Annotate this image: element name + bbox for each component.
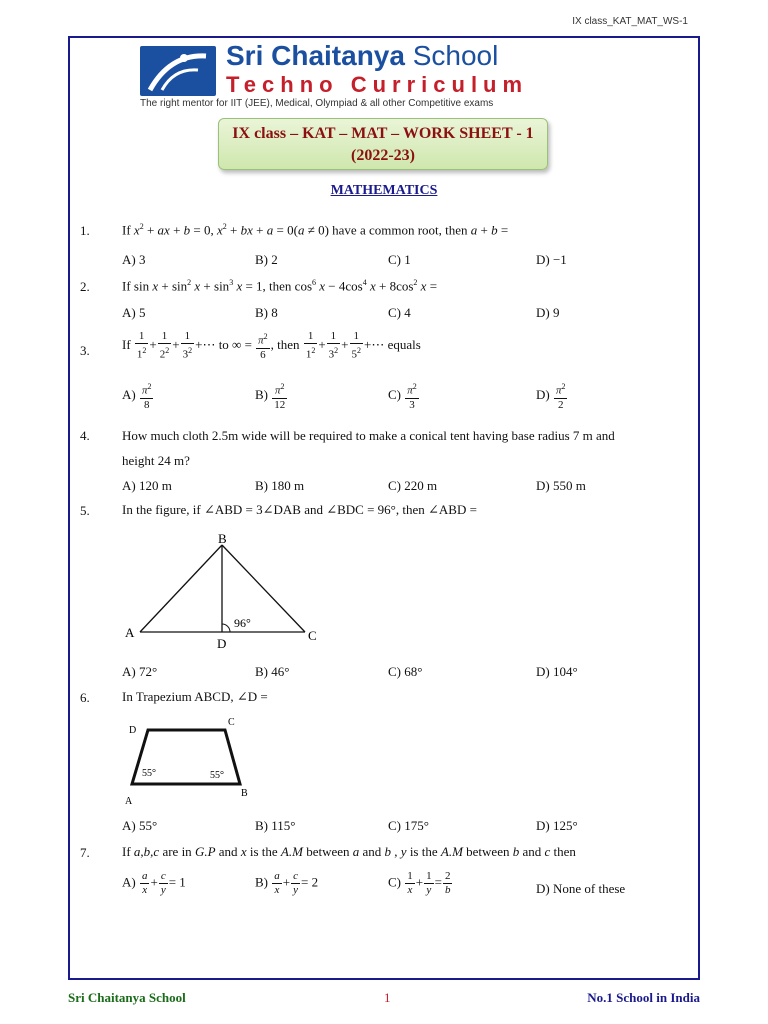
- curriculum-title: Techno Curriculum: [226, 72, 529, 97]
- question-number: 5.: [80, 503, 90, 518]
- option-a: A) 72°: [122, 664, 158, 679]
- angle-label-a: 55°: [142, 768, 156, 779]
- worksheet-year: (2022-23): [351, 147, 415, 164]
- option-d: D) 104°: [536, 664, 578, 679]
- option-a: A) 120 m: [122, 478, 172, 493]
- option-d: D) −1: [536, 252, 567, 267]
- school-logo-icon: [140, 46, 216, 96]
- angle-label-b: 55°: [210, 770, 224, 781]
- angle-label: 96°: [234, 616, 251, 630]
- option-c: C) $\frac{1}{x}$ + $\frac{1}{y}$ = $\frac{2}{b}$: [388, 870, 451, 896]
- vertex-label-b: B: [241, 788, 248, 799]
- question-number: 6.: [80, 690, 90, 705]
- option-b: B) 2: [255, 252, 278, 267]
- option-c: C) 175°: [388, 818, 429, 833]
- subject-heading: MATHEMATICS: [330, 183, 438, 198]
- question-7-text: If a,b,c are in G.P and x is the A.M between a and b , y is the A.M between b and c then: [122, 844, 576, 859]
- question-number: 2.: [80, 279, 90, 294]
- triangle-figure: [120, 530, 330, 655]
- question-number: 7.: [80, 845, 90, 860]
- page-number: 1: [384, 990, 391, 1005]
- footer-slogan: No.1 School in India: [587, 990, 700, 1005]
- vertex-label-d: D: [217, 636, 227, 651]
- option-d: D) None of these: [536, 881, 626, 896]
- worksheet-title: IX class – KAT – MAT – WORK SHEET - 1: [232, 125, 534, 142]
- option-c: C) $\frac{\pi^2}{3}$: [388, 382, 417, 411]
- option-a: A) 55°: [122, 818, 158, 833]
- option-b: B) $\frac{a}{x}$ + $\frac{c}{y}$ = 2: [255, 870, 319, 896]
- question-2-text: If $\sin x + \sin^2 x + \sin^3 x = 1$, then $\cos^6 x - 4\cos^4$ $x + 8\cos^2$ x =: [122, 278, 438, 294]
- option-c: C) 220 m: [388, 478, 438, 493]
- question-3-text: If $\frac{1}{1^2}$ + $\frac{1}{2^2}$ + $\frac{1}{3^2}$ +⋯ to ∞ = $\frac{\pi^2}{6}$ , then $\frac{1}{1^2}$ + $\frac{1}{3^2}$ + $\frac{1}{5^2}$ +⋯ equals: [122, 330, 421, 361]
- option-d: D) 550 m: [536, 478, 586, 493]
- vertex-label-a: A: [125, 796, 133, 807]
- tagline: The right mentor for IIT (JEE), Medical, Olympiad & all other Competitive exams: [140, 98, 494, 109]
- option-b: B) $\frac{\pi^2}{12}$: [255, 382, 286, 411]
- option-b: B) 180 m: [255, 478, 305, 493]
- question-4-text-cont: height 24 m?: [122, 453, 190, 468]
- trapezium-figure: [120, 712, 260, 810]
- question-4-text: How much cloth 2.5m wide will be required to make a conical tent having base radius 7 m and: [122, 428, 615, 443]
- vertex-label-c: C: [308, 628, 317, 643]
- option-d: D) 125°: [536, 818, 578, 833]
- question-6-text: In Trapezium ABCD, ∠D =: [122, 689, 268, 704]
- worksheet-banner: [218, 118, 548, 170]
- question-1-text: If $x^2$ + ax + b = 0, $x^2$ + bx + a = 0(a ≠ 0) have a common root, then a + b =: [122, 222, 509, 238]
- school-header: [140, 40, 640, 110]
- question-number: 1.: [80, 223, 90, 238]
- question-number: 4.: [80, 428, 90, 443]
- option-a: A) $\frac{\pi^2}{8}$: [122, 382, 152, 411]
- option-d: D) 9: [536, 305, 560, 320]
- option-a: A) $\frac{a}{x}$ + $\frac{c}{y}$ = 1: [122, 870, 186, 896]
- vertex-label-d: D: [129, 725, 137, 736]
- vertex-label-a: A: [125, 625, 135, 640]
- school-name: Sri Chaitanya School: [226, 40, 499, 71]
- document-reference: IX class_KAT_MAT_WS-1: [572, 16, 688, 27]
- question-number: 3.: [80, 343, 90, 358]
- option-b: B) 115°: [255, 818, 296, 833]
- option-a: A) 3: [122, 252, 146, 267]
- footer-school: Sri Chaitanya School: [68, 990, 186, 1005]
- option-c: C) 4: [388, 305, 411, 320]
- option-c: C) 1: [388, 252, 411, 267]
- option-a: A) 5: [122, 305, 146, 320]
- vertex-label-b: B: [218, 531, 227, 546]
- option-b: B) 46°: [255, 664, 290, 679]
- option-c: C) 68°: [388, 664, 423, 679]
- vertex-label-c: C: [228, 717, 235, 728]
- option-d: D) $\frac{\pi^2}{2}$: [536, 382, 566, 411]
- option-b: B) 8: [255, 305, 278, 320]
- question-5-text: In the figure, if ∠ABD = 3∠DAB and ∠BDC = 96°, then ∠ABD =: [122, 502, 477, 517]
